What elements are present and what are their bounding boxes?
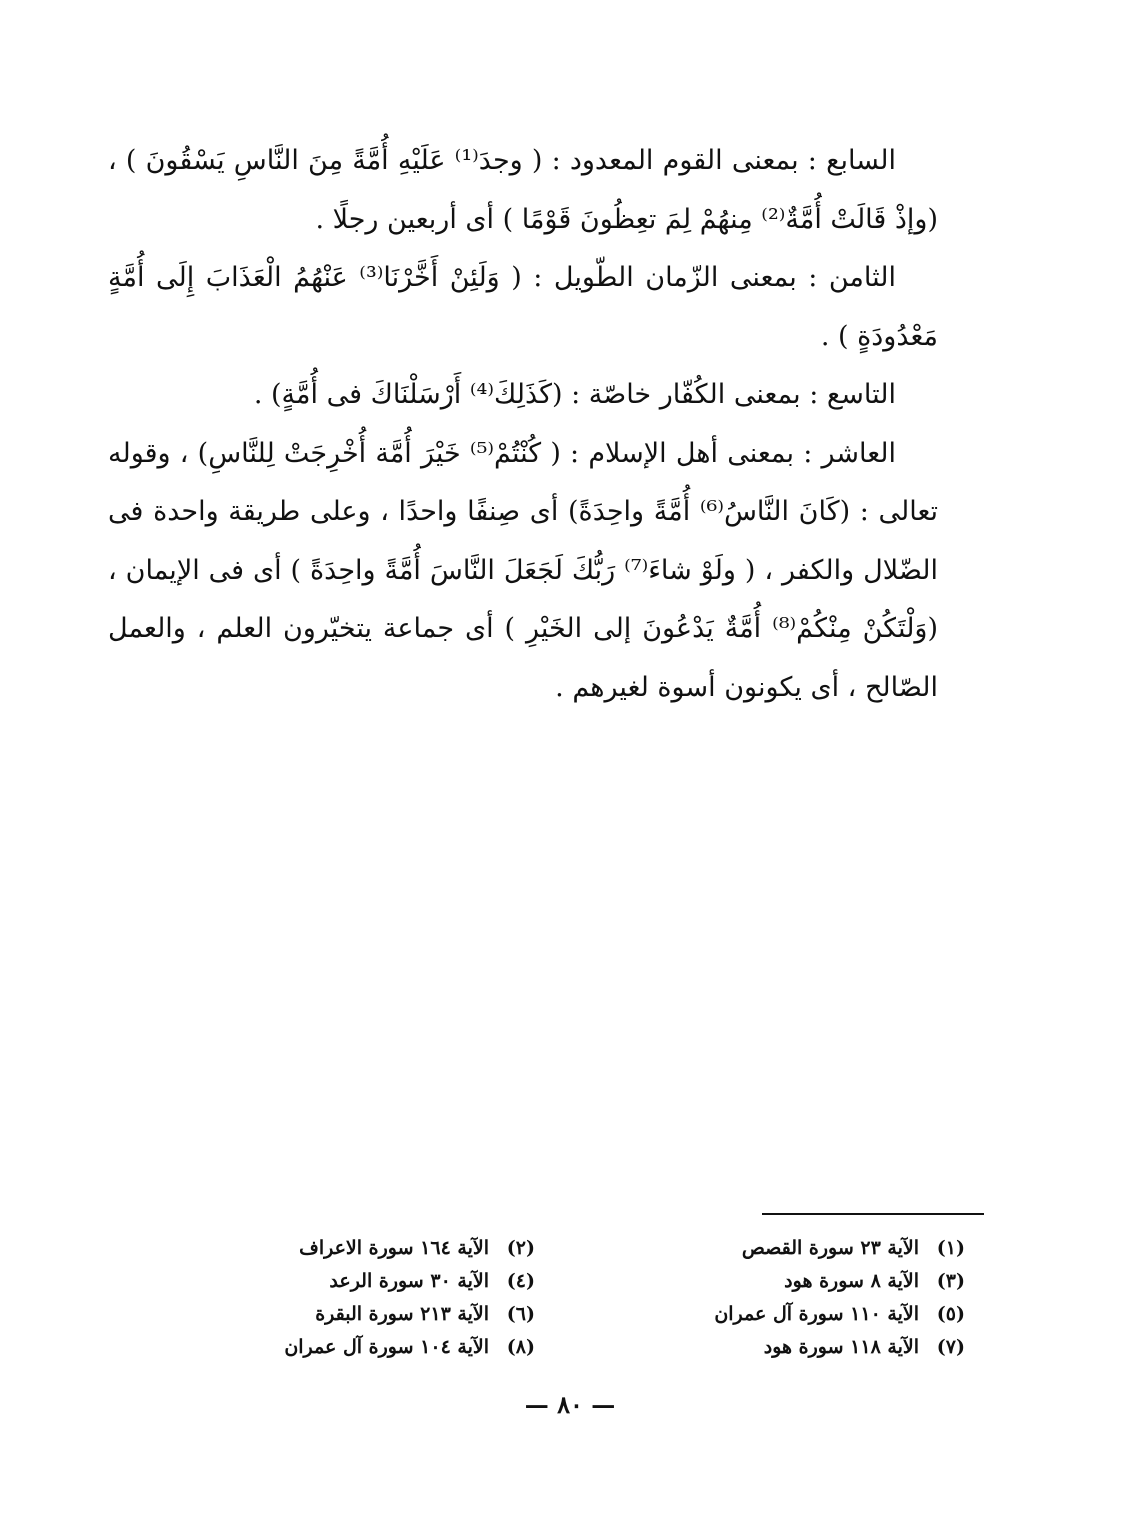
paragraph-ninth: التاسع : بمعنى الكُفّار خاصّة : (كَذَلِكَ⁽⁴⁾ أَرْسَلْنَاكَ فى أُمَّةٍ) . [253,379,896,410]
footnote-number: (٢) [506,1237,535,1259]
paragraph-tenth: العاشر : بمعنى أهل الإسلام : ( كُنْتُمْ⁽⁵⁾ خَيْرَ أُمَّة أُخْرِجَتْ لِلنَّاسِ) ، وقوله تعالى : (كَانَ النَّاسُ⁽⁶⁾ أُمَّةً واحِدَةً) أى صِنفًا واحدًا ، وعلى طريقة واحدة فى الضّلال والكفر ، ( ولَوْ شاءَ⁽⁷⁾ رَبُّكَ لَجَعَلَ النَّاسَ أُمَّةً واحِدَةً ) أى فى الإيمان ، (وَلْتَكُنْ مِنْكُمْ⁽⁸⁾ أُمَّةٌ يَدْعُونَ إلى الخَيْرِ ) أى جماعة يتخيّرون العلم ، والعمل الصّالح ، أى يكونون أسوة لغيرهم . [108,437,938,703]
footnote-text: الآية ٢١٣ سورة البقرة [315,1303,489,1325]
footnote-number: (٣) [936,1270,965,1292]
footnote-number: (٦) [506,1303,535,1325]
footnote-number: (٥) [936,1303,965,1325]
footnote-5 [610,1298,965,1331]
footnote-text: الآية ١١٠ سورة آل عمران [714,1303,919,1325]
footnote-text: الآية ٨ سورة هود [784,1270,919,1292]
paragraph-seventh: السابع : بمعنى القوم المعدود : ( وجدَ⁽¹⁾ عَلَيْهِ أُمَّةً مِنَ النَّاسِ يَسْقُونَ ) ، (وإذْ قَالَتْ أُمَّةٌ⁽²⁾ مِنهُمْ لِمَ تعِظُونَ قَوْمًا ) أى أربعين رجلًا . [108,145,938,235]
footnote-4 [200,1265,535,1298]
page-number: — ٨٠ — [524,1390,616,1419]
footnote-text: الآية ٢٣ سورة القصص [741,1237,919,1259]
footnote-separator [762,1213,984,1215]
footnotes-column-right [610,1232,965,1364]
footnote-number: (٨) [506,1336,535,1358]
main-text [108,132,938,717]
footnote-number: (٧) [936,1336,965,1358]
footnote-8 [200,1331,535,1364]
footnote-text: الآية ٣٠ سورة الرعد [329,1270,489,1292]
paragraph-eighth: الثامن : بمعنى الزّمان الطّويل : ( وَلَئِنْ أَخَّرْنَا⁽³⁾ عَنْهُمُ الْعَذَابَ إِلَى أُمَّةٍ مَعْدُودَةٍ ) . [108,262,938,352]
footnote-text: الآية ١١٨ سورة هود [763,1336,919,1358]
footnote-text: الآية ١٦٤ سورة الاعراف [299,1237,489,1259]
footnote-number: (٤) [506,1270,535,1292]
footnote-1 [610,1232,965,1265]
footnote-6 [200,1298,535,1331]
footnotes-column-left [200,1232,535,1364]
footnote-7 [610,1331,965,1364]
footnote-2 [200,1232,535,1265]
footnote-number: (١) [936,1237,965,1259]
footnote-3 [610,1265,965,1298]
footnote-text: الآية ١٠٤ سورة آل عمران [284,1336,489,1358]
